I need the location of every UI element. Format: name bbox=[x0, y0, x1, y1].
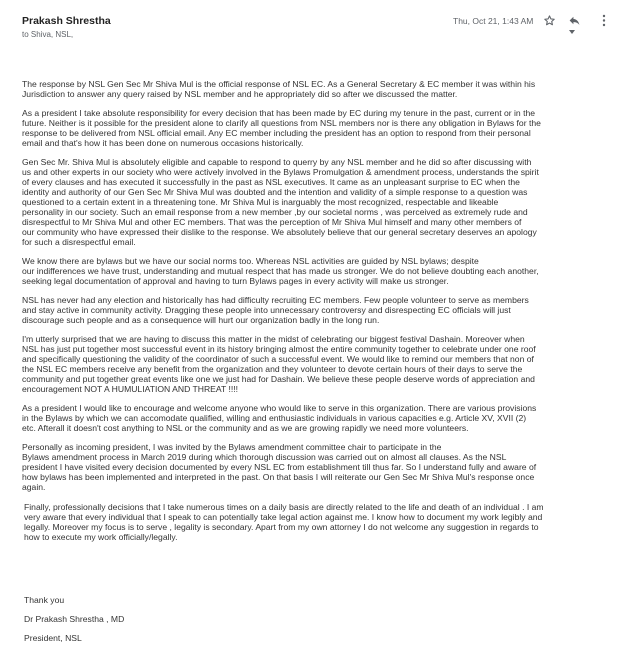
body-line: questioned to a certain extent in a threatening tone. Mr Shiva Mul is inarguably the most recognized, respectable and likeable bbox=[22, 197, 499, 207]
body-line: Jurisdiction to answer any query raised by NSL member and he appropriately did so after we discussed the matter. bbox=[22, 89, 458, 99]
body-line: how bylaws has been implemented and interpreted in the past. On that basis I will reiterate our Gen Sec Mr Shiva Mul's response once bbox=[22, 472, 535, 482]
body-line: encouragement NOT A HUMULIATION AND THREAT !!!! bbox=[22, 384, 239, 394]
star-icon bbox=[543, 14, 556, 27]
body-line: disrespectful to Mr Shiva Mul and other EC members. That was the perception of Mr Shiva Mul himself and many other members of bbox=[22, 217, 522, 227]
body-line: As a president I take absolute responsibility for every decision that has been made by EC during my tenure in the past, current or in the bbox=[22, 108, 536, 118]
body-line: and stay active in community activity. Dragging these people into unnecessary controversy and disrespecting EC officials will just bbox=[22, 305, 511, 315]
body-line: Bylaws amendment process in March 2019 during which thorough discussion was carried out on almost all clauses. As the NSL bbox=[22, 452, 507, 462]
body-line: future. Neither is it possible for the president alone to clarify all questions from NSL members nor is there any obligation in Bylaws for the bbox=[22, 118, 541, 128]
body-line: again. bbox=[22, 482, 46, 492]
body-line: discourage such people and as a consequence will hurt our organization badly in the long run. bbox=[22, 315, 380, 325]
body-paragraph bbox=[22, 295, 612, 325]
reply-options-dropdown[interactable] bbox=[568, 30, 576, 36]
more-vert-icon bbox=[602, 14, 606, 27]
body-line: email and that's how it has been done on numerous occasions historically. bbox=[22, 138, 304, 148]
body-line: president I have visited every decision documented by every NSL EC from establishment till thus far. So I understand fully and aware of bbox=[22, 462, 537, 472]
body-paragraph bbox=[22, 442, 612, 492]
body-paragraph bbox=[22, 403, 612, 433]
body-line: The response by NSL Gen Sec Mr Shiva Mul is the official response of NSL EC. As a General Secretary & EC member it was within his bbox=[22, 79, 536, 89]
body-line: NSL has just put together most successful event in its history bringing almost the entire community together to celebrate under one roof bbox=[22, 344, 536, 354]
body-paragraph bbox=[22, 334, 612, 394]
signature-title: President, NSL bbox=[24, 633, 82, 643]
body-line: our community who have expressed their dislike to the response. We absolutely believe that our general secretary deserves an apology bbox=[22, 227, 537, 237]
body-paragraph bbox=[22, 157, 612, 247]
body-line: very aware that every individual that I speak to can potentially take legal action against me. I know how to document my work legibly and bbox=[24, 512, 543, 522]
body-line: community and put together great events like one we just had for Dashain. We believe these people deserve words of appreciation and bbox=[22, 374, 535, 384]
star-button[interactable] bbox=[541, 12, 557, 28]
body-paragraph bbox=[22, 108, 612, 148]
body-line: seeking legal documentation of approval and having to turn Bylaws pages in every activity will make us stronger. bbox=[22, 276, 449, 286]
body-line: the NSL EC members receive any benefit from the organization and they volunteer to devote certain hours of their days to serve the bbox=[22, 364, 523, 374]
more-options-button[interactable] bbox=[596, 12, 612, 28]
body-line: and specifically questioning the validity of the coordinator of such a successful event. We would like to remind our members that non of bbox=[22, 354, 534, 364]
reply-icon bbox=[568, 14, 581, 27]
body-line: legally. Moreover my focus is to serve , legality is secondary. Apart from my own attorney I do not welcome any suggestion in regards to bbox=[24, 522, 539, 532]
body-line: Finally, professionally decisions that I take numerous times on a daily basis are directly related to the life and death of an individual . I am bbox=[24, 502, 544, 512]
body-line: identity and authority of our Gen Sec Mr Shiva Mul was doubted and the intention and validity of a simple response to a question was bbox=[22, 187, 528, 197]
body-line: NSL has never had any election and historically has had difficulty recruiting EC members. Few people volunteer to serve as members bbox=[22, 295, 529, 305]
body-line: how to execute my work officially/legally. bbox=[24, 532, 178, 542]
signature-name: Dr Prakash Shrestha , MD bbox=[24, 614, 125, 624]
sender-name[interactable]: Prakash Shrestha bbox=[22, 15, 111, 27]
body-line: for such a disrespectful email. bbox=[22, 237, 136, 247]
body-line: personality in our society. Such an email response from a new member ,by our societal norms , was perceived as extremely rude and bbox=[22, 207, 528, 217]
email-signature bbox=[24, 595, 124, 652]
body-paragraph bbox=[24, 502, 612, 542]
body-line: in the Bylaws by which we can accomodate qualified, willing and enthusiastic individuals in various capacities e.g. Article XV, XVII (2) bbox=[22, 413, 527, 423]
body-line: Gen Sec Mr. Shiva Mul is absolutely eligible and capable to respond to querry by any NSL member and he did so after discussing with bbox=[22, 157, 532, 167]
body-line: Personally as incoming president, I was invited by the Bylaws amendment committee chair to participate in the bbox=[22, 442, 442, 452]
body-line: We know there are bylaws but we have our social norms too. Whereas NSL activities are guided by NSL bylaws; despite bbox=[22, 256, 479, 266]
body-paragraph bbox=[22, 256, 612, 286]
recipients[interactable]: to Shiva, NSL, bbox=[22, 30, 74, 39]
body-line: us and other experts in our society who were actively involved in the Bylaws Promulgation & amendment process, understands the spirit bbox=[22, 167, 539, 177]
email-header bbox=[0, 0, 629, 50]
body-line: of every clauses and has executed it successfully in the past as NSL executives. It came as an unpleasant surprise to EC when the bbox=[22, 177, 520, 187]
body-line: As a president I would like to encourage and welcome anyone who would like to serve in this organization. There are various provisions bbox=[22, 403, 537, 413]
reply-button[interactable] bbox=[566, 12, 582, 28]
timestamp: Thu, Oct 21, 1:43 AM bbox=[453, 16, 534, 26]
body-line: our indifferences we have trust, understanding and mutual respect that has made us stronger. We do not believe doubting each another, bbox=[22, 266, 539, 276]
chevron-down-icon bbox=[569, 30, 575, 34]
body-line: I'm utterly surprised that we are having to discuss this matter in the midst of celebrating our biggest festival Dashain. Moreover when bbox=[22, 334, 525, 344]
body-line: etc. Afterall it doesn't cost anything to NSL or the community and as we are growing rapidly we need more volunteers. bbox=[22, 423, 469, 433]
body-paragraph bbox=[22, 79, 612, 99]
signature-closing: Thank you bbox=[24, 595, 65, 605]
body-line: response to be delivered from NSL official email. Any EC member including the president has an option to respond from their personal bbox=[22, 128, 531, 138]
email-body bbox=[22, 79, 612, 551]
